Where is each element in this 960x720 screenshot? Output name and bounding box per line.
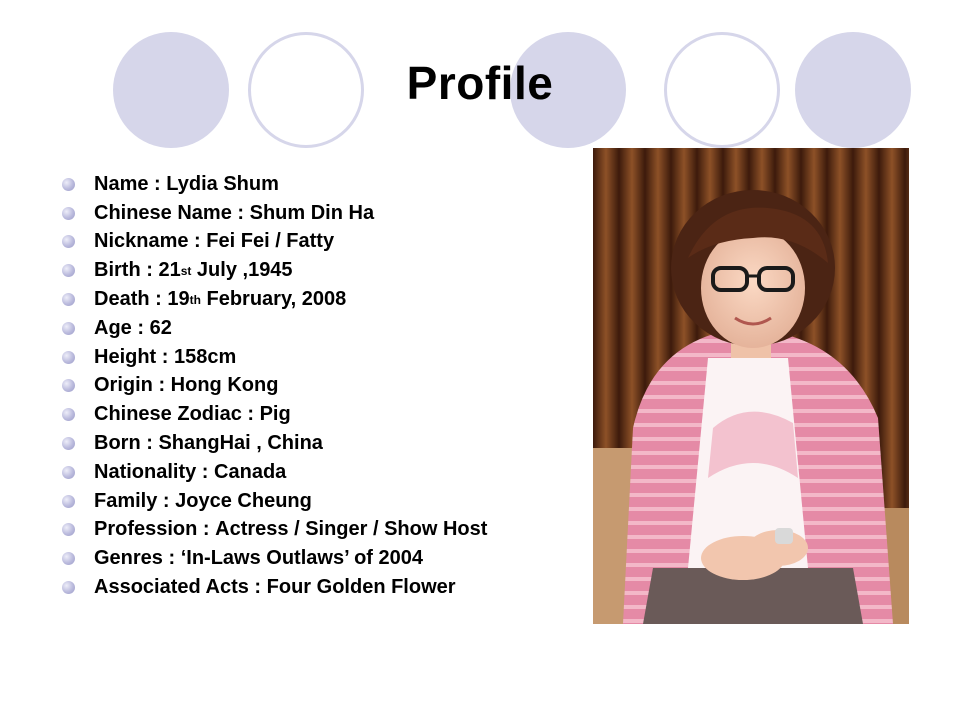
item-value: ‘In-Laws Outlaws’ of 2004 <box>180 547 424 570</box>
list-item <box>62 199 487 228</box>
bullet-icon <box>62 552 75 565</box>
list-item <box>62 544 487 573</box>
bullet-icon <box>62 379 75 392</box>
item-separator: : <box>197 518 216 541</box>
item-label: Death <box>94 288 150 311</box>
item-separator: : <box>148 172 167 195</box>
item-value: 62 <box>149 316 172 339</box>
list-item <box>62 458 487 487</box>
item-label: Birth <box>94 259 141 282</box>
item-label: Height <box>94 345 157 368</box>
list-item <box>62 429 487 458</box>
profile-list <box>62 170 487 602</box>
list-item <box>62 314 487 343</box>
item-value-rest: February, 2008 <box>200 288 347 311</box>
item-separator: : <box>131 316 150 339</box>
item-separator: : <box>241 403 260 426</box>
item-separator: : <box>149 288 168 311</box>
item-separator: : <box>231 201 250 224</box>
item-label: Nickname <box>94 230 189 253</box>
item-separator: : <box>140 259 159 282</box>
item-label: Chinese Name <box>94 201 232 224</box>
bullet-icon <box>62 178 75 191</box>
item-separator: : <box>196 460 215 483</box>
bullet-icon <box>62 523 75 536</box>
item-value: Fei Fei / Fatty <box>206 230 335 253</box>
list-item <box>62 170 487 199</box>
bullet-icon <box>62 466 75 479</box>
item-label: Age <box>94 316 132 339</box>
item-separator: : <box>162 547 181 570</box>
bullet-icon <box>62 322 75 335</box>
list-item: Death : 19 th February, 2008 <box>62 285 487 314</box>
bullet-icon <box>62 264 75 277</box>
item-separator: : <box>248 576 267 599</box>
item-value: ShangHai , China <box>158 432 323 455</box>
portrait-photo <box>593 148 909 624</box>
slide-title: Profile <box>406 57 554 109</box>
item-separator: : <box>156 345 174 368</box>
item-separator: : <box>152 374 171 397</box>
list-item <box>62 228 487 257</box>
list-item <box>62 516 487 545</box>
list-item <box>62 372 487 401</box>
bullet-icon <box>62 495 75 508</box>
bullet-icon <box>62 581 75 594</box>
list-item <box>62 487 487 516</box>
item-value-day: 19 <box>167 288 190 311</box>
item-label: Origin <box>94 374 153 397</box>
item-value: Joyce Cheung <box>175 489 312 512</box>
item-label: Nationality <box>94 460 197 483</box>
item-value: Lydia Shum <box>166 172 279 195</box>
bullet-icon <box>62 293 75 306</box>
bullet-icon <box>62 408 75 421</box>
portrait-illustration <box>593 148 909 624</box>
item-value-rest: July ,1945 <box>191 259 293 282</box>
item-value: Hong Kong <box>170 374 279 397</box>
item-value: Four Golden Flower <box>266 576 456 599</box>
item-label: Born <box>94 432 141 455</box>
item-label: Family <box>94 489 158 512</box>
item-label: Profession <box>94 518 198 541</box>
item-separator: : <box>157 489 176 512</box>
item-value-day: 21 <box>158 259 181 282</box>
item-value: 158cm <box>174 345 237 368</box>
item-label: Genres <box>94 547 163 570</box>
item-value: Canada <box>214 460 287 483</box>
bullet-icon <box>62 437 75 450</box>
item-separator: : <box>140 432 159 455</box>
item-label: Chinese Zodiac <box>94 403 242 426</box>
item-label: Associated Acts <box>94 576 249 599</box>
item-value: Shum Din Ha <box>249 201 375 224</box>
bullet-icon <box>62 351 75 364</box>
item-value: Pig <box>259 403 291 426</box>
list-item <box>62 573 487 602</box>
item-value: Actress / Singer / Show Host <box>215 518 488 541</box>
bullet-icon <box>62 235 75 248</box>
list-item <box>62 343 487 372</box>
item-label: Name <box>94 172 149 195</box>
item-separator: : <box>188 230 207 253</box>
list-item: Birth : 21 st July ,1945 <box>62 256 487 285</box>
bullet-icon <box>62 207 75 220</box>
list-item <box>62 400 487 429</box>
